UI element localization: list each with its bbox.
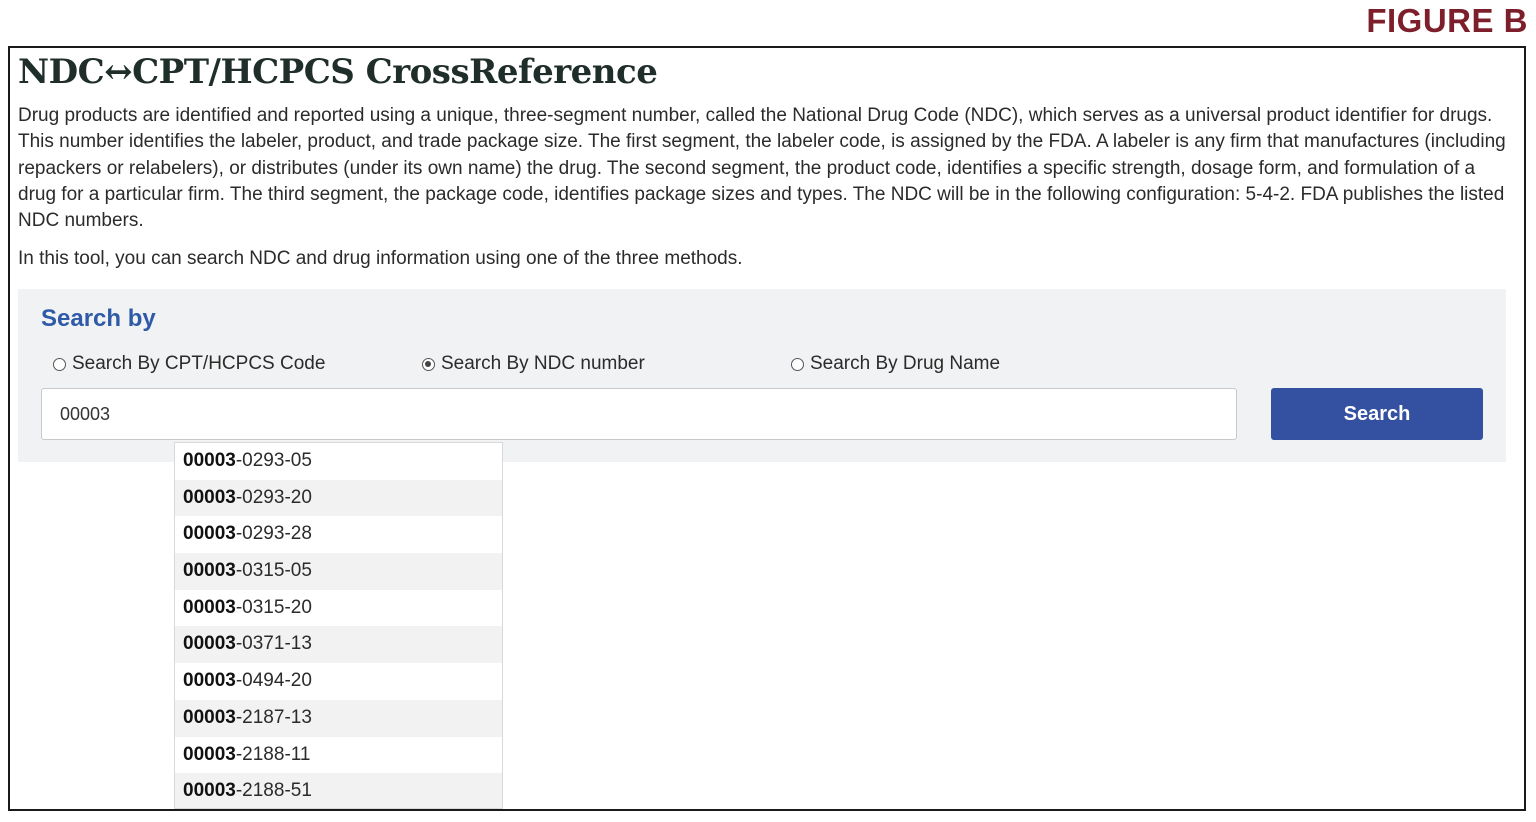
autocomplete-item-match: 00003 — [183, 450, 236, 471]
autocomplete-item-match: 00003 — [183, 486, 236, 508]
autocomplete-item-rest: -0315-20 — [235, 596, 312, 618]
radio-label: Search By CPT/HCPCS Code — [72, 353, 326, 374]
intro-paragraph: Drug products are identified and reported using a unique, three-segment number, called the National Drug Code (NDC), which serves as a universal product identifier for drugs. This number identifies the labeler, product, and trade package size. The first segment, the labeler code, is assigned by the FDA. A labeler is any firm that manufactures (including repackers or relabelers), or distributes (under its own name) the drug. The second segment, the product code, identifies a specific strength, dosage form, and formulation of a drug for a particular firm. The third segment, the package code, identifies package sizes and types. The NDC will be in the following configuration: 5-4-2. FDA publishes the listed NDC numbers. — [18, 105, 1506, 232]
autocomplete-item[interactable] — [175, 626, 502, 663]
autocomplete-item-match: 00003 — [183, 596, 236, 618]
radio-circle-icon[interactable] — [791, 358, 804, 371]
radio-ndc-number[interactable] — [422, 353, 645, 375]
autocomplete-item-match: 00003 — [183, 780, 236, 802]
autocomplete-item-match: 00003 — [183, 706, 236, 728]
autocomplete-item[interactable] — [175, 737, 502, 774]
radio-label: Search By Drug Name — [810, 353, 1001, 374]
search-panel — [18, 289, 1506, 462]
autocomplete-item-rest: -2188-11 — [235, 743, 311, 765]
autocomplete-list — [174, 442, 503, 809]
autocomplete-item[interactable] — [175, 553, 502, 590]
search-input[interactable] — [41, 388, 1237, 440]
autocomplete-item[interactable] — [175, 590, 502, 627]
autocomplete-item-rest: -2187-13 — [235, 706, 312, 728]
radio-drug-name[interactable] — [791, 353, 1000, 375]
autocomplete-item-match: 00003 — [183, 670, 236, 692]
autocomplete-item-rest: -2188-51 — [235, 780, 312, 802]
search-button[interactable]: Search — [1271, 388, 1483, 440]
autocomplete-item-rest: -0371-13 — [235, 633, 312, 655]
methods-paragraph: In this tool, you can search NDC and drug information using one of the three methods. — [18, 248, 743, 269]
radio-cpt-hcpcs-code[interactable] — [53, 353, 325, 375]
page-frame — [8, 46, 1526, 811]
autocomplete-item-match: 00003 — [183, 560, 236, 582]
autocomplete-item-match: 00003 — [183, 633, 236, 655]
autocomplete-item[interactable] — [175, 773, 502, 809]
autocomplete-item[interactable] — [175, 516, 502, 553]
radio-circle-selected-icon[interactable] — [422, 358, 435, 371]
autocomplete-item-match: 00003 — [183, 523, 236, 545]
autocomplete-item-rest: -0293-20 — [235, 486, 312, 508]
autocomplete-item[interactable] — [175, 663, 502, 700]
page-title: NDC↔CPT/HCPCS CrossReference — [18, 52, 658, 92]
radio-circle-icon[interactable] — [53, 358, 66, 371]
autocomplete-item-rest: -0293-05 — [235, 450, 312, 471]
autocomplete-item-match: 00003 — [183, 743, 236, 765]
autocomplete-item-rest: -0494-20 — [235, 670, 312, 692]
autocomplete-item-rest: -0315-05 — [235, 560, 312, 582]
autocomplete-item-rest: -0293-28 — [235, 523, 312, 545]
figure-label: FIGURE B — [1366, 2, 1528, 39]
autocomplete-item[interactable] — [175, 480, 502, 517]
radio-label: Search By NDC number — [441, 353, 645, 374]
autocomplete-item[interactable] — [175, 443, 502, 480]
autocomplete-item[interactable] — [175, 700, 502, 737]
search-heading: Search by — [41, 305, 156, 332]
